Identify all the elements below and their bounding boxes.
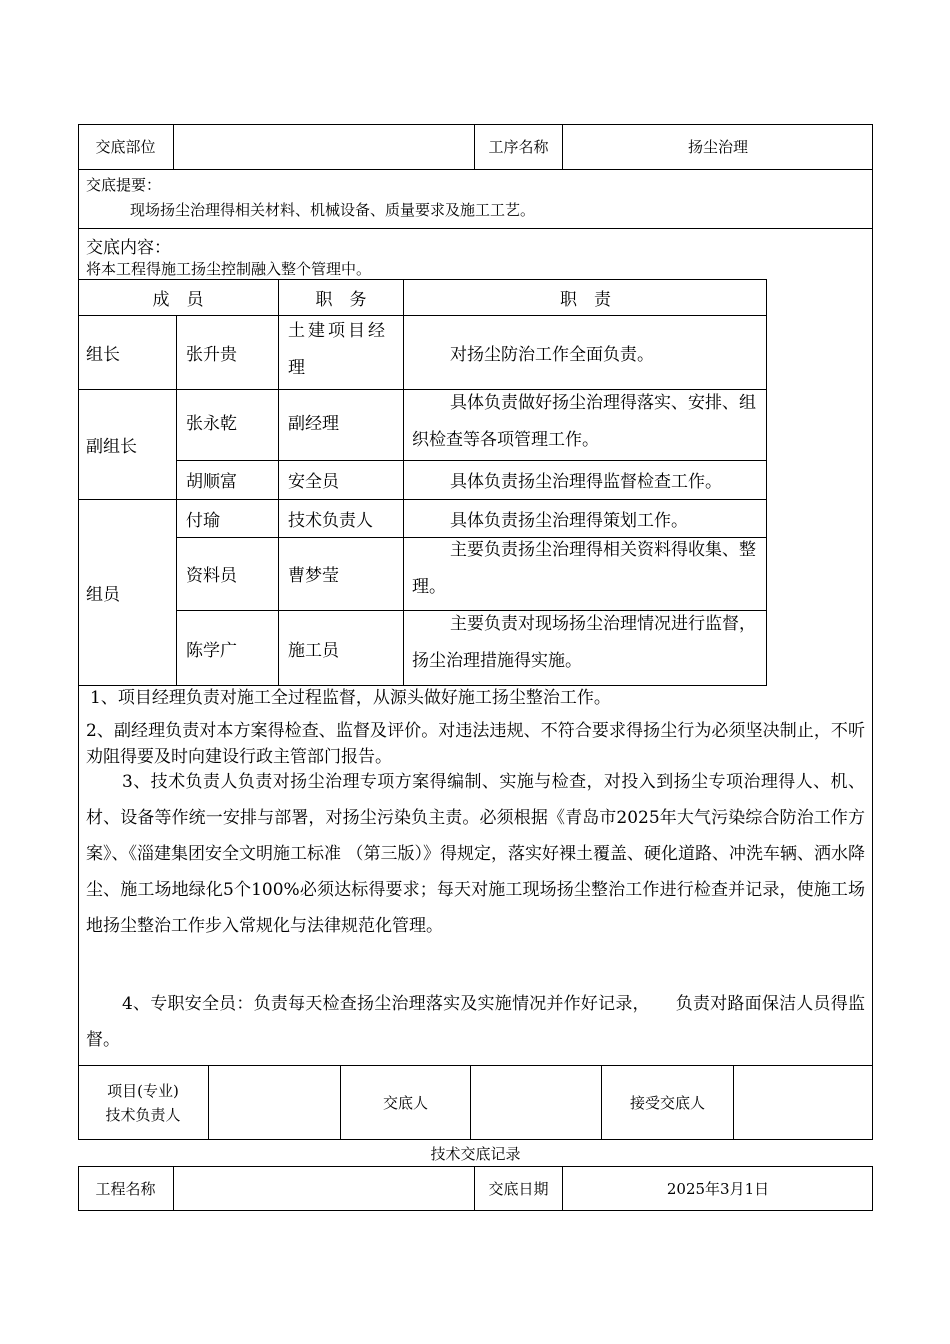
receiver-value bbox=[734, 1066, 873, 1139]
tech-lead-line1: 项目(专业) bbox=[107, 1081, 179, 1100]
process-label: 工序名称 bbox=[488, 138, 549, 156]
content-label: 交底内容： bbox=[86, 238, 171, 258]
date-label: 交底日期 bbox=[488, 1180, 549, 1198]
leader-position: 土建项目经理 bbox=[288, 321, 388, 378]
col-line-3 bbox=[403, 315, 404, 686]
col-line-2 bbox=[278, 315, 279, 686]
member2-duty: 主要负责扬尘治理得相关资料得收集、整理。 bbox=[412, 540, 756, 597]
deputy1-position: 副经理 bbox=[288, 413, 339, 434]
paragraph-2: 2、副经理负责对本方案得检查、监督及评价。对违法违规、不符合要求得扬尘行为必须坚决制止，不听劝阻得要及时向建设行政主管部门报告。 bbox=[86, 721, 865, 767]
paragraph-1: 1、项目经理负责对施工全过程监督，从源头做好施工扬尘整治工作。 bbox=[90, 688, 611, 708]
signature-row-bottom bbox=[78, 1139, 873, 1140]
role-member: 组员 bbox=[86, 585, 120, 605]
summary-text: 现场扬尘治理得相关材料、机械设备、质量要求及施工工艺。 bbox=[130, 201, 536, 219]
member1-position: 技术负责人 bbox=[288, 510, 373, 531]
part-label: 交底部位 bbox=[95, 138, 156, 156]
summary-label: 交底提要： bbox=[86, 176, 162, 194]
project-value bbox=[174, 1166, 474, 1211]
tech-lead-value bbox=[209, 1066, 340, 1139]
member3-position: 施工员 bbox=[288, 640, 339, 661]
member3-name: 陈学广 bbox=[186, 640, 237, 661]
deputy2-name: 胡顺富 bbox=[186, 472, 237, 492]
row-divider-2 bbox=[78, 228, 873, 229]
role-deputy: 副组长 bbox=[86, 436, 137, 457]
deputy2-duty: 具体负责扬尘治理得监督检查工作。 bbox=[450, 472, 722, 492]
date-value: 2025年3月1日 bbox=[666, 1180, 770, 1198]
tech-lead-line2: 技术负责人 bbox=[105, 1105, 181, 1124]
members-header-position: 职 务 bbox=[315, 289, 367, 310]
record-title: 技术交底记录 bbox=[430, 1144, 521, 1163]
part-value bbox=[174, 124, 474, 169]
discloser-value bbox=[471, 1066, 601, 1139]
deputy2-position: 安全员 bbox=[288, 472, 339, 492]
member1-name: 付瑜 bbox=[186, 510, 220, 531]
process-value: 扬尘治理 bbox=[687, 138, 748, 156]
deputy1-duty: 具体负责做好扬尘治理得落实、安排、组织检查等各项管理工作。 bbox=[412, 393, 756, 450]
paragraph-4: 4、专职安全员：负责每天检查扬尘治理落实及实施情况并作好记录， 负责对路面保洁人员得监督。 bbox=[86, 994, 865, 1050]
role-leader: 组长 bbox=[86, 344, 120, 365]
tech-lead-label bbox=[78, 1066, 208, 1139]
deputy1-name: 张永乾 bbox=[186, 413, 237, 434]
paragraph-3: 3、技术负责人负责对扬尘治理专项方案得编制、实施与检查，对投入到扬尘专项治理得人、机、材、设备等作统一安排与部署，对扬尘污染负主责。必须根据《青岛市2025年大气污染综合防治工作方案》、《淄建集团安全文明施工标准 （第三版）》得规定，落实好裸土覆盖、硬化道路、冲洗车辆、洒水降尘、施工场地绿化5个100%必须达标得要求；每天对施工现场扬尘整治工作进行检查并记录，使施工场地扬尘整治工作步入常规化与法律规范化管理。 bbox=[86, 772, 865, 936]
content-intro: 将本工程得施工扬尘控制融入整个管理中。 bbox=[86, 260, 372, 278]
members-header-member: 成 员 bbox=[152, 289, 204, 310]
col-line-1 bbox=[176, 315, 177, 686]
leader-duty: 对扬尘防治工作全面负责。 bbox=[450, 344, 654, 365]
receiver-label: 接受交底人 bbox=[629, 1094, 705, 1112]
leader-name: 张升贵 bbox=[186, 344, 237, 365]
members-header-duty: 职 责 bbox=[560, 289, 611, 310]
member1-duty: 具体负责扬尘治理得策划工作。 bbox=[450, 510, 688, 531]
member3-duty: 主要负责对现场扬尘治理情况进行监督，扬尘治理措施得实施。 bbox=[412, 614, 756, 671]
project-label: 工程名称 bbox=[95, 1180, 156, 1198]
discloser-label: 交底人 bbox=[382, 1094, 428, 1112]
row-divider-1 bbox=[78, 169, 873, 170]
member2-position: 曹梦莹 bbox=[288, 566, 339, 586]
member2-name: 资料员 bbox=[186, 566, 237, 586]
